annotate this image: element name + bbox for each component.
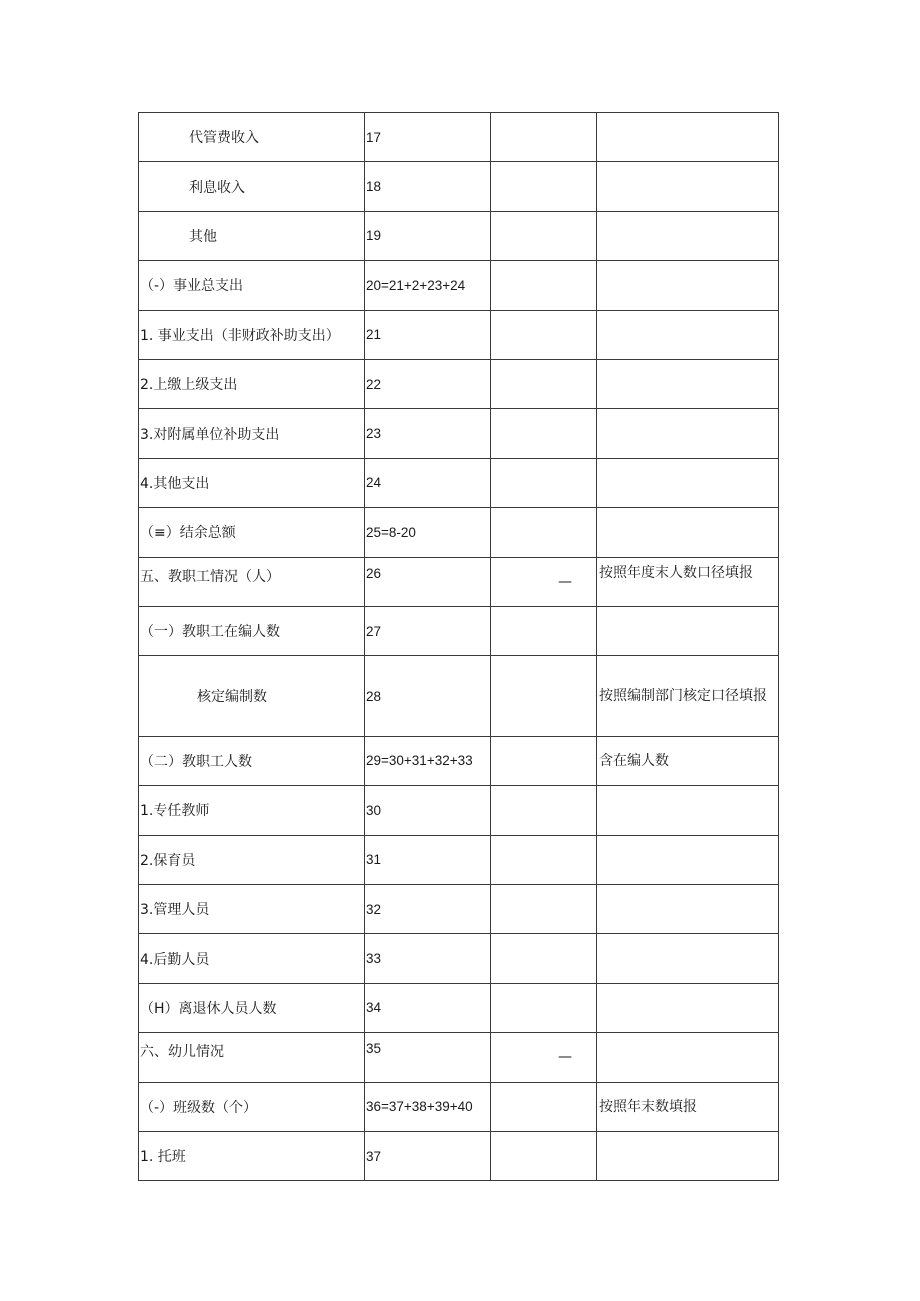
item-value [491,983,597,1032]
item-value [491,261,597,310]
item-code: 34 [365,983,491,1032]
table-row [139,736,779,785]
item-name: 4.后勤人员 [139,934,365,983]
item-note: 按照编制部门核定口径填报 [597,656,779,737]
item-name: 利息收入 [139,162,365,211]
item-name: 2.保育员 [139,835,365,884]
table-row [139,1082,779,1131]
item-name: 3.管理人员 [139,884,365,933]
item-name: 核定编制数 [139,656,365,737]
item-value [491,835,597,884]
item-value [491,458,597,507]
item-value [491,1131,597,1180]
item-code: 33 [365,934,491,983]
item-value [491,113,597,162]
item-name: 1. 托班 [139,1131,365,1180]
item-name: 2.上缴上级支出 [139,359,365,408]
item-name: 3.对附属单位补助支出 [139,409,365,458]
item-value [491,1082,597,1131]
item-code: 21 [365,310,491,359]
item-code: 19 [365,211,491,260]
item-note [597,359,779,408]
item-note [597,934,779,983]
item-code: 31 [365,835,491,884]
item-code: 36=37+38+39+40 [365,1082,491,1131]
table-row [139,310,779,359]
table-row [139,1131,779,1180]
item-note [597,983,779,1032]
item-note: 含在编人数 [597,736,779,785]
item-name: （-）事业总支出 [139,261,365,310]
table-row [139,557,779,606]
item-name: 代管费收入 [139,113,365,162]
item-value [491,786,597,835]
item-name: （一）教职工在编人数 [139,606,365,655]
item-note [597,508,779,557]
item-code: 22 [365,359,491,408]
item-note [597,113,779,162]
item-note [597,162,779,211]
table-row [139,983,779,1032]
item-code: 32 [365,884,491,933]
item-value [491,656,597,737]
item-note [597,835,779,884]
item-code: 27 [365,606,491,655]
statistics-table-sheet [138,112,779,1181]
item-code: 17 [365,113,491,162]
item-code: 24 [365,458,491,507]
item-note [597,786,779,835]
item-name: （-）班级数（个） [139,1082,365,1131]
table-row [139,786,779,835]
item-code: 26 [365,557,491,606]
table-row [139,211,779,260]
statistics-table [138,112,779,1181]
item-name: （二）教职工人数 [139,736,365,785]
table-row [139,261,779,310]
item-value [491,310,597,359]
table-row [139,1033,779,1082]
table-row [139,934,779,983]
item-value [491,162,597,211]
table-row [139,162,779,211]
item-value [491,359,597,408]
item-value [491,736,597,785]
item-code: 29=30+31+32+33 [365,736,491,785]
table-row [139,508,779,557]
table-row [139,359,779,408]
item-note: 按照年度末人数口径填报 [597,557,779,606]
item-value [491,884,597,933]
table-row [139,409,779,458]
item-value [491,409,597,458]
item-name: （H）离退休人员人数 [139,983,365,1032]
item-note [597,211,779,260]
item-code: 35 [365,1033,491,1082]
item-code: 25=8-20 [365,508,491,557]
item-note [597,458,779,507]
item-note [597,261,779,310]
item-name: 1.专任教师 [139,786,365,835]
item-value [491,211,597,260]
item-note [597,409,779,458]
item-note [597,884,779,933]
item-value [491,934,597,983]
table-row [139,884,779,933]
item-note [597,1131,779,1180]
item-value [491,606,597,655]
item-note [597,1033,779,1082]
item-note [597,310,779,359]
item-note [597,606,779,655]
item-value: — [491,1033,597,1082]
table-row [139,656,779,737]
item-name: 4.其他支出 [139,458,365,507]
item-code: 30 [365,786,491,835]
table-row [139,606,779,655]
item-code: 20=21+2+23+24 [365,261,491,310]
item-name: 六、幼儿情况 [139,1033,365,1082]
table-row [139,835,779,884]
item-note: 按照年末数填报 [597,1082,779,1131]
item-name: （≡）结余总额 [139,508,365,557]
item-value [491,508,597,557]
table-row [139,113,779,162]
item-code: 18 [365,162,491,211]
item-name: 五、教职工情况（人） [139,557,365,606]
item-name: 其他 [139,211,365,260]
table-row [139,458,779,507]
item-code: 28 [365,656,491,737]
item-code: 37 [365,1131,491,1180]
item-value: — [491,557,597,606]
item-code: 23 [365,409,491,458]
item-name: 1. 事业支出（非财政补助支出） [139,310,365,359]
